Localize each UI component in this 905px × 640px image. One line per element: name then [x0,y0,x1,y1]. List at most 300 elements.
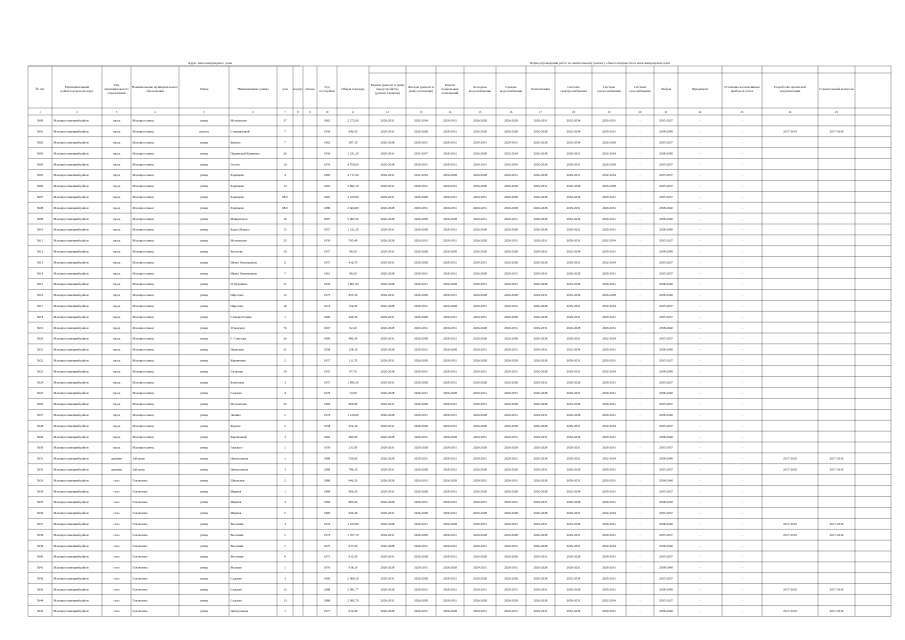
table-cell: 2029-2031 [533,521,548,526]
table-cell: 2032-2034 [414,173,428,178]
table-cell: 5644 [36,598,44,603]
table-cell: 2029-2031 [443,238,457,243]
table-cell: 3 [284,434,286,439]
table-cell: село [113,500,120,505]
table-cell: 2017-2019 [783,467,797,472]
table-cell: 2029-2031 [602,347,616,352]
table-cell: 918,10 [348,565,358,570]
table-cell: село [113,587,120,592]
table-cell: 1 [284,445,286,450]
table-cell: Малоярославецкий район [53,336,89,341]
table-cell: 2029-2031 [443,162,457,167]
table-cell: 5603 [36,151,44,156]
column-header: образования [146,89,164,93]
table-cell: Малоярославец [132,162,154,167]
column-number: 13 [419,111,423,114]
table-cell: 2029-2031 [566,314,581,319]
table-cell: Гоголя [230,162,240,167]
column-number: 17 [539,111,542,114]
table-cell: улица [200,565,208,570]
table-cell: 2029-2031 [602,434,616,439]
table-cell: 5 [284,532,286,537]
table-cell: 2017-2019 [783,456,797,461]
column-header: Общая площадь [341,87,365,91]
table-cell: 2032-2034 [566,609,581,614]
table-cell: 2029-2031 [380,380,395,385]
table-cell: 5 [284,511,286,516]
table-cell: 26 [283,336,287,341]
column-number: 4 [154,111,156,114]
table-cell: 2038-2040 [659,216,673,221]
table-cell: 2035-2037 [659,336,673,341]
empty-cell-dash: - [741,282,743,287]
table-cell: улица [200,184,208,189]
table-cell: Пирогова [230,303,244,308]
table-cell: 1959 [323,445,331,450]
table-cell: Маяковского [230,216,248,221]
table-cell: 2029-2031 [602,478,616,483]
table-cell: 2029-2031 [380,511,395,516]
empty-cell-dash: - [741,391,743,396]
table-cell: 2029-2031 [504,140,518,145]
table-cell: Малоярославецкий район [53,500,89,505]
table-cell: 1 [284,609,286,614]
table-cell: 5 [284,423,286,428]
column-header: корпус [293,87,303,91]
empty-cell-dash: - [741,576,743,581]
table-cell: 2029-2031 [566,478,581,483]
table-cell: 7 [284,271,286,276]
table-cell: 2035-2037 [659,402,673,407]
table-cell: 1960 [323,314,331,319]
table-cell: Малоярославецкий район [53,511,89,516]
table-cell: 5628 [36,423,44,428]
empty-cell-dash: - [741,325,743,330]
table-cell: город [112,118,121,123]
table-cell: город [112,412,121,417]
table-cell: 2029-2031 [414,521,428,526]
column-header: Фундамент [691,87,709,91]
table-cell: 2029-2031 [443,129,457,134]
empty-cell-dash: - [741,369,743,374]
table-cell: 2026-2028 [504,423,518,428]
table-cell: 2026-2028 [504,467,518,472]
table-cell: 2026-2028 [380,412,395,417]
empty-cell-dash: - [741,380,743,385]
table-cell: 2026-2028 [533,282,548,287]
table-cell: 2035-2037 [659,260,673,265]
table-cell: 5637 [36,521,44,526]
table-cell: 595,40 [348,238,358,243]
table-cell: 2029-2031 [414,140,428,145]
table-cell: 2029-2031 [602,314,616,319]
table-cell: 2026-2028 [414,314,428,319]
table-cell: 2029-2031 [473,500,487,505]
table-cell: 2029-2031 [443,576,457,581]
table-cell: улица [200,249,208,254]
table-cell: 2029-2031 [443,369,457,374]
column-header: Установка коллективных [724,85,760,89]
table-cell: 2026-2028 [504,249,518,254]
table-cell: улица [200,271,208,276]
table-cell: 2029-2031 [380,467,395,472]
column-header: Строительный контроль [818,87,855,91]
table-cell: 2029-2031 [473,402,487,407]
table-cell: 2026-2028 [504,260,518,265]
empty-cell-dash: - [699,456,701,461]
table-cell: 5632 [36,467,44,472]
table-cell: Малоярославец [132,358,154,363]
table-cell: 2029-2031 [473,543,487,548]
table-cell: 4 717,20 [347,173,359,178]
table-cell: улица [200,511,208,516]
table-cell: 2029-2031 [566,227,581,232]
empty-cell-dash: - [699,129,701,134]
column-header: документации [779,89,801,93]
table-cell: 10 [283,162,287,167]
table-cell: улица [200,391,208,396]
table-cell: 2029-2031 [602,216,616,221]
table-cell: 98,30 [349,271,357,276]
table-cell: 2032-2034 [566,489,581,494]
table-cell: 5639 [36,543,44,548]
table-cell: 454,40 [348,423,358,428]
table-cell: 2035-2037 [659,554,673,559]
table-cell: 1983 [323,173,331,178]
table-cell: 2026-2028 [414,511,428,516]
table-cell: 2029-2031 [443,260,457,265]
table-cell: улица [200,576,208,581]
table-cell: 2035-2037 [659,173,673,178]
table-cell: Малоярославецкий район [53,162,89,167]
table-cell: 2026-2028 [602,293,616,298]
table-cell: 5626 [36,402,44,407]
table-cell: Головтеево [132,521,148,526]
table-cell: 1 090,10 [347,380,359,385]
table-cell: 1956 [323,129,331,134]
table-cell: 906,30 [348,489,358,494]
column-header: Канализация [531,87,550,91]
column-number: 25 [835,111,838,114]
table-cell: улица [200,456,208,461]
table-cell: 2026-2028 [533,205,548,210]
table-cell: 2029-2031 [504,565,518,570]
table-cell: 2029-2031 [380,151,395,156]
empty-cell-dash: - [699,325,701,330]
table-cell: Заборово [132,456,145,461]
table-cell: 559,60 [348,456,358,461]
table-cell: улица [200,151,208,156]
table-cell: 2029-2031 [473,565,487,570]
column-header: Система [567,85,580,89]
table-cell: 2026-2028 [380,587,395,592]
table-cell: 2032-2034 [414,118,428,123]
table-cell: 287,10 [348,140,358,145]
table-cell: 92,20 [349,325,357,330]
table-cell: 2029-2031 [602,282,616,287]
table-cell: 1 311,20 [347,227,359,232]
empty-cell-dash: - [699,380,701,385]
table-cell: 646,50 [348,129,358,134]
table-cell: город [112,173,121,178]
column-header: газоснабжения [629,89,651,93]
table-cell: 10 [283,249,287,254]
table-cell: город [112,249,121,254]
table-cell: 2026-2028 [443,565,457,570]
table-cell: 2026-2028 [533,576,548,581]
table-cell: 2029-2031 [414,325,428,330]
table-cell: Радищева [230,173,244,178]
table-cell: проезд [199,129,209,134]
table-cell: 1976 [323,532,331,537]
table-cell: 2026-2028 [473,129,487,134]
table-cell: город [112,402,121,407]
table-cell: город [112,216,121,221]
table-cell: 2026-2028 [414,554,428,559]
column-number: 20 [638,111,642,114]
group-header-period: Период проведения работ по капитальному ремонту общего имущества в многоквартирном доме [529,61,671,65]
table-cell: 1957 [323,358,331,363]
table-cell: 2026-2028 [473,598,487,603]
table-cell: 2029-2031 [602,391,616,396]
table-cell: 2026-2028 [504,293,518,298]
table-cell: 2026-2028 [380,140,395,145]
table-cell: 2026-2028 [504,336,518,341]
table-cell: 2026-2028 [473,173,487,178]
table-cell: улица [200,521,208,526]
table-cell: 2 068,10 [347,576,359,581]
table-cell: Малоярославец [132,129,154,134]
column-header: Год [324,85,330,89]
table-cell: город [112,336,121,341]
table-cell: Пирогова [230,293,244,298]
table-cell: 1 331,20 [347,151,359,156]
table-cell: 2026-2028 [533,336,548,341]
column-header: постройки [319,89,335,93]
table-cell: 2029-2031 [602,380,616,385]
table-cell: 2029-2031 [533,293,548,298]
table-cell: улица [200,609,208,614]
table-cell: 2035-2037 [659,271,673,276]
table-cell: город [112,358,121,363]
table-cell: 2029-2031 [602,532,616,537]
table-cell: улица [200,173,208,178]
table-cell: 2029-2031 [473,205,487,210]
empty-cell-dash: - [699,369,701,374]
table-cell: 2029-2031 [602,129,616,134]
table-cell: 2026-2028 [473,325,487,330]
empty-cell-dash: - [741,347,743,352]
table-cell: Малоярославец [132,336,154,341]
column-header: Крыша (ремонт и (или) [370,83,405,87]
column-header: район/городской округ [60,89,94,93]
table-cell: улица [200,500,208,505]
table-cell: 2026-2028 [380,434,395,439]
table-cell: Ленина [230,412,241,417]
table-cell: 2026-2028 [533,227,548,232]
table-cell: Успенская [230,325,245,330]
table-cell: 2038-2040 [659,151,673,156]
table-cell: 1967 [323,325,331,330]
empty-cell-dash: - [699,412,701,417]
table-cell: 9 [284,554,286,559]
table-cell: 2017-2019 [829,532,844,537]
table-cell: Малоярославецкий район [53,151,89,156]
table-cell: 2026-2028 [533,456,548,461]
table-cell: 1958 [323,423,331,428]
empty-cell-dash: - [741,598,743,603]
table-cell: 2026-2028 [380,216,395,221]
table-cell: 1962 [323,140,331,145]
table-cell: 2035-2037 [659,423,673,428]
table-cell: 2029-2031 [414,609,428,614]
table-cell: 1984 [323,489,331,494]
table-cell: 1985 [323,511,331,516]
table-cell: Малоярославец [132,325,154,330]
table-cell: 2026-2028 [473,511,487,516]
table-cell: 1 [284,314,286,319]
table-cell: улица [200,543,208,548]
column-number: 23 [740,111,744,114]
table-cell: 2026-2028 [380,609,395,614]
table-cell: 2029-2031 [414,347,428,352]
table-cell: город [112,423,121,428]
table-cell: 5630 [36,445,44,450]
table-cell: Вольная [230,565,242,570]
table-cell: 2038-2040 [659,500,673,505]
table-cell: 1 [284,456,286,461]
table-cell: Малоярославецкий район [53,205,89,210]
empty-cell-dash: - [639,129,641,134]
table-cell: город [112,391,121,396]
table-cell: 2026-2028 [566,271,581,276]
table-cell: 2029-2031 [443,140,457,145]
table-cell: 2032-2034 [602,423,616,428]
table-cell: Весенняя [230,543,244,548]
empty-cell-dash: - [699,467,701,472]
table-cell: Малоярославец [132,151,154,156]
empty-cell-dash: - [639,456,641,461]
table-cell: 2029-2031 [414,303,428,308]
table-cell: 2029-2031 [602,271,616,276]
table-cell: улица [200,194,208,199]
table-cell: 2029-2031 [443,543,457,548]
table-cell: город [112,369,121,374]
table-cell: 1 [284,565,286,570]
table-cell: 2029-2031 [566,151,581,156]
table-cell: 1969 [323,336,331,341]
table-cell: 1961 [323,271,331,276]
column-number: 1 [39,111,41,114]
table-cell: 2029-2031 [380,293,395,298]
table-cell: улица [200,282,208,287]
table-cell: село [113,521,120,526]
empty-cell-dash: - [699,576,701,581]
table-cell: 2035-2037 [659,532,673,537]
table-cell: 2017-2019 [783,129,797,134]
table-cell: улица [200,205,208,210]
column-number: 15 [478,111,482,114]
table-cell: 154,00 [348,303,358,308]
table-cell: 5619 [36,325,44,330]
empty-cell-dash: - [699,173,701,178]
table-cell: 2029-2031 [566,358,581,363]
table-cell: 2029-2031 [473,609,487,614]
empty-cell-dash: - [741,249,743,254]
table-cell: 2029-2031 [380,194,395,199]
column-number: 22 [698,111,702,114]
table-cell: 2026-2028 [380,500,395,505]
table-cell: 5643 [36,587,44,592]
table-cell: 2026-2028 [443,391,457,396]
empty-cell-dash: - [639,325,641,330]
table-cell: 2007 [323,216,331,221]
table-cell: 2026-2028 [414,467,428,472]
table-cell: 5602 [36,140,44,145]
table-cell: 68/2 [282,205,288,210]
table-cell: 5635 [36,500,44,505]
table-cell: 16 [283,216,287,221]
table-cell: село [113,511,120,516]
table-cell: 2026-2028 [533,423,548,428]
table-cell: улица [200,412,208,417]
table-cell: улица [200,587,208,592]
table-cell: 1974 [323,303,331,308]
table-cell: село [113,598,120,603]
empty-cell-dash: - [639,151,641,156]
table-cell: 2029-2031 [473,282,487,287]
table-cell: 1976 [323,521,331,526]
table-cell: 2029-2031 [443,314,457,319]
table-cell: улица [200,227,208,232]
table-cell: П. Куракина [230,282,248,287]
table-cell: 3 [284,467,286,472]
table-cell: 2026-2028 [414,249,428,254]
table-cell: 2035-2037 [659,184,673,189]
table-cell: 2029-2031 [504,521,518,526]
table-cell: 1957 [323,227,331,232]
table-cell: 2029-2031 [473,162,487,167]
empty-cell-dash: - [639,412,641,417]
table-cell: Малоярославецкий район [53,216,89,221]
empty-cell-dash: - [639,271,641,276]
table-cell: 2029-2031 [414,565,428,570]
empty-cell-dash: - [639,478,641,483]
table-cell: 920,40 [348,511,358,516]
column-header: Разработка проектной [774,85,806,89]
table-cell: 5615 [36,282,44,287]
table-cell: 2029-2031 [443,598,457,603]
column-header: теплоснабжения [597,89,621,93]
table-cell: 2026-2028 [533,303,548,308]
column-header: муниципального [104,87,129,91]
table-cell: 2029-2031 [380,576,395,581]
table-cell: Заборово [132,467,145,472]
table-cell: 2029-2031 [602,205,616,210]
table-cell: 2026-2028 [380,565,395,570]
table-cell: 2 091,77 [347,587,359,592]
table-cell: Головтеево [132,565,148,570]
empty-cell-dash: - [699,162,701,167]
table-cell: 2026-2028 [533,162,548,167]
table-cell: 2017-2019 [783,532,797,537]
table-cell: 2026-2028 [380,271,395,276]
table-cell: 2029-2031 [443,489,457,494]
table-cell: улица [200,402,208,407]
table-cell: 2029-2031 [602,500,616,505]
table-cell: 2026-2028 [473,445,487,450]
table-cell: улица [200,423,208,428]
